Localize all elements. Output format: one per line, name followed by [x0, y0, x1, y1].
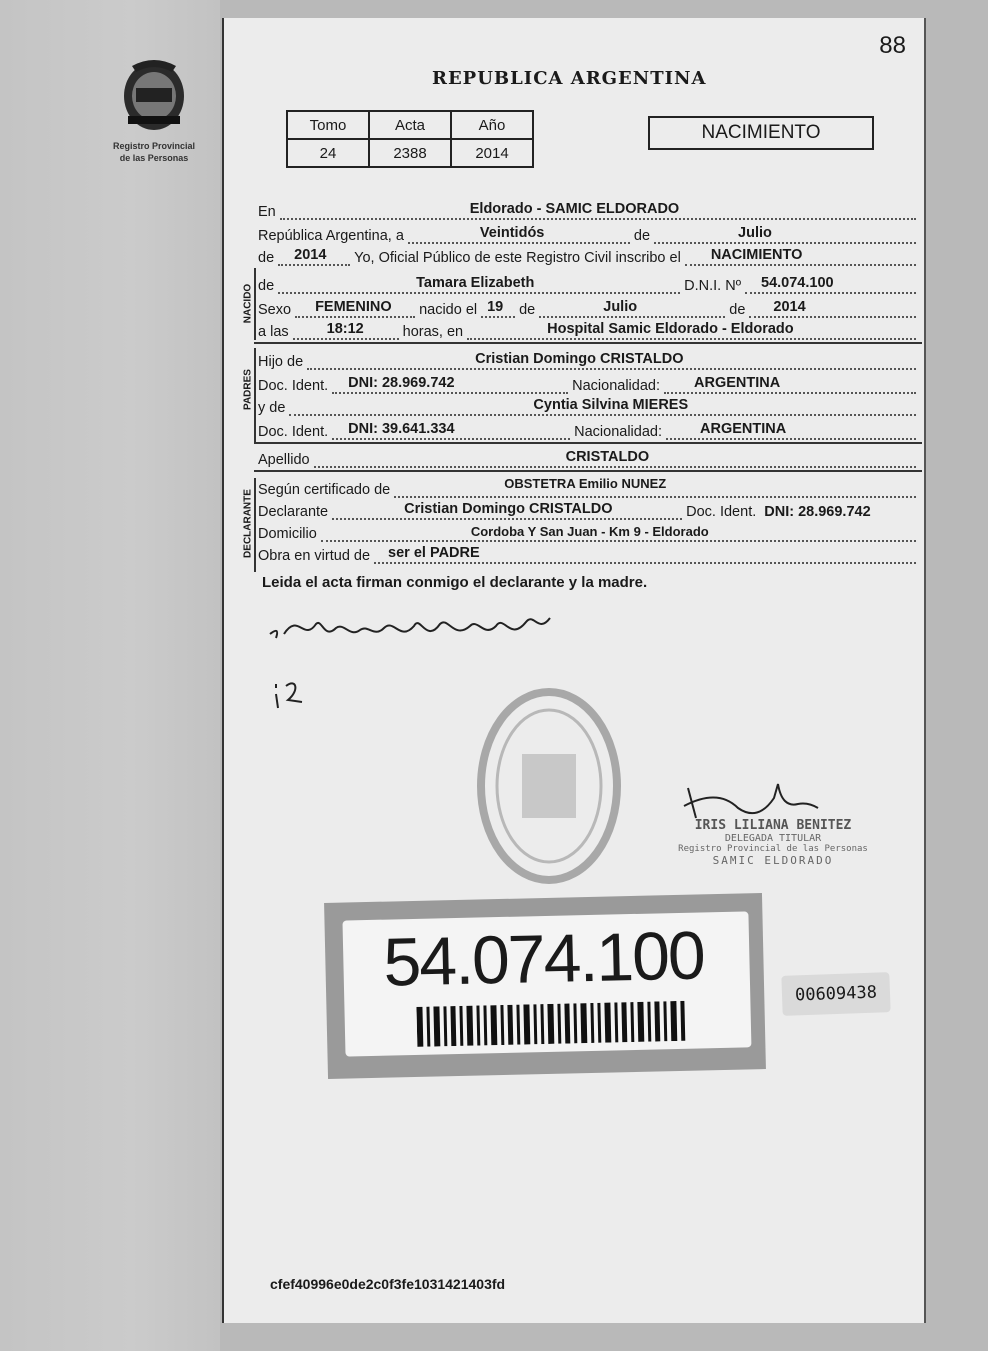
- value-birth-month: Julio: [603, 299, 638, 315]
- declarante-bar: [254, 478, 256, 572]
- value-father-nac: ARGENTINA: [694, 375, 781, 391]
- separator-2: [254, 442, 922, 444]
- page-number: 88: [879, 32, 906, 59]
- value-declarante: Cristian Domingo CRISTALDO: [404, 501, 613, 517]
- row-nacido-sex: [258, 296, 916, 318]
- value-time: 18:12: [326, 321, 364, 337]
- label-republica: República Argentina, a: [258, 228, 404, 244]
- value-decl-doc: DNI: 28.969.742: [764, 504, 871, 520]
- label-nacido-el: nacido el: [419, 302, 478, 318]
- registry-logo: [104, 54, 204, 163]
- label-hijo-de: Hijo de: [258, 354, 304, 370]
- header-acta: Acta: [369, 111, 451, 139]
- barcode-sticker: [324, 893, 766, 1079]
- label-horas: horas, en: [402, 324, 464, 340]
- logo-caption-2: de las Personas: [119, 153, 189, 163]
- value-birth-year: 2014: [773, 299, 806, 315]
- value-anio: 2014: [451, 139, 533, 167]
- birth-certificate-page: [112, 18, 926, 1323]
- row-domicilio: [258, 520, 916, 542]
- row-declarante: [258, 498, 916, 520]
- label-a-las: a las: [258, 324, 289, 340]
- row-nacido-time: [258, 318, 916, 340]
- label-mother-nac: Nacionalidad:: [574, 424, 662, 440]
- label-cert: Según certificado de: [258, 482, 391, 498]
- separator-3: [254, 470, 922, 472]
- label-father-nac: Nacionalidad:: [572, 378, 660, 394]
- value-domicilio: Cordoba Y San Juan - Km 9 - Eldorado: [470, 524, 709, 539]
- official-org: Registro Provincial de las Personas: [678, 844, 868, 854]
- section-padres: PADRES: [242, 369, 254, 410]
- registry-emblem-icon: [114, 54, 194, 134]
- value-father-doc: DNI: 28.969.742: [348, 375, 455, 391]
- background-sheet: [0, 0, 220, 1351]
- official-name: IRIS LILIANA BENITEZ: [694, 818, 852, 833]
- row-father-doc: [258, 372, 916, 394]
- label-sexo: Sexo: [258, 302, 292, 318]
- official-seal-stamp: [474, 686, 624, 886]
- section-nacido: NACIDO: [242, 283, 254, 324]
- declarant-signature: [264, 604, 564, 654]
- official-stamp: [678, 818, 868, 867]
- document-hash: cfef40996e0de2c0f3fe1031421403fd: [270, 1276, 506, 1292]
- value-birth-place: Hospital Samic Eldorado - Eldorado: [547, 321, 794, 337]
- padres-bar: [254, 348, 256, 444]
- value-mother-doc: DNI: 39.641.334: [348, 421, 455, 437]
- section-declarante: DECLARANTE: [242, 489, 254, 558]
- label-mother-doc: Doc. Ident.: [258, 424, 329, 440]
- value-acta: 2388: [369, 139, 451, 167]
- value-apellido: CRISTALDO: [565, 449, 650, 465]
- row-cert: [258, 476, 916, 498]
- barcode-icon: [416, 1001, 687, 1047]
- label-declarante: Declarante: [258, 504, 329, 520]
- row-father: [258, 348, 916, 370]
- label-father-doc: Doc. Ident.: [258, 378, 329, 394]
- header-tomo: Tomo: [287, 111, 369, 139]
- official-office: SAMIC ELDORADO: [712, 854, 834, 867]
- label-obra: Obra en virtud de: [258, 548, 371, 564]
- document-title: REPUBLICA ARGENTINA: [432, 68, 707, 89]
- value-cert: OBSTETRA Emilio NUNEZ: [504, 476, 667, 491]
- label-en: En: [258, 204, 276, 220]
- record-type-box: NACIMIENTO: [648, 116, 874, 150]
- value-year: 2014: [294, 247, 327, 263]
- row-mother: [258, 394, 916, 416]
- record-table: [286, 110, 534, 168]
- row-date: [258, 222, 916, 244]
- value-place: Eldorado - SAMIC ELDORADO: [469, 201, 680, 217]
- value-day: Veintidós: [479, 225, 545, 241]
- separator-1: [254, 342, 922, 344]
- row-place: [258, 198, 916, 220]
- label-de-bmonth: de: [519, 302, 536, 318]
- row-obra: [258, 542, 916, 564]
- reference-number: 00609438: [781, 972, 890, 1016]
- value-sexo: FEMENINO: [315, 299, 392, 315]
- value-obra: ser el PADRE: [388, 545, 480, 561]
- logo-caption-1: Registro Provincial: [112, 141, 196, 151]
- label-de-byear: de: [729, 302, 746, 318]
- row-year: [258, 244, 916, 266]
- value-tomo: 24: [287, 139, 369, 167]
- row-nacido-name: [258, 272, 916, 294]
- label-de-year: de: [258, 250, 275, 266]
- value-child-name: Tamara Elizabeth: [416, 275, 535, 291]
- value-birth-day: 19: [487, 299, 504, 315]
- value-month: Julio: [738, 225, 772, 241]
- closing-text: Leida el acta firman conmigo el declarante y la madre.: [262, 574, 648, 591]
- official-role: DELEGADA TITULAR: [724, 833, 822, 844]
- label-apellido: Apellido: [258, 452, 310, 468]
- barcode-number: 54.074.100: [382, 917, 705, 1001]
- label-y-de: y de: [258, 400, 286, 416]
- label-dni: D.N.I. Nº: [684, 278, 741, 294]
- label-oficial: Yo, Oficial Público de este Registro Civil inscribo el: [354, 250, 681, 266]
- label-de-month: de: [633, 228, 651, 244]
- value-mother: Cyntia Silvina MIERES: [533, 397, 689, 413]
- header-anio: Año: [451, 111, 533, 139]
- value-mother-nac: ARGENTINA: [700, 421, 787, 437]
- value-father: Cristian Domingo CRISTALDO: [475, 351, 684, 367]
- nacido-bar: [254, 268, 256, 340]
- label-domicilio: Domicilio: [258, 526, 317, 542]
- row-mother-doc: [258, 418, 916, 440]
- label-decl-doc: Doc. Ident.: [686, 504, 757, 520]
- value-act: NACIMIENTO: [710, 247, 803, 263]
- signature-mark: [270, 672, 310, 712]
- value-child-dni: 54.074.100: [761, 275, 834, 291]
- row-apellido: [258, 446, 916, 468]
- label-de-name: de: [258, 278, 275, 294]
- barcode-label: [342, 911, 751, 1056]
